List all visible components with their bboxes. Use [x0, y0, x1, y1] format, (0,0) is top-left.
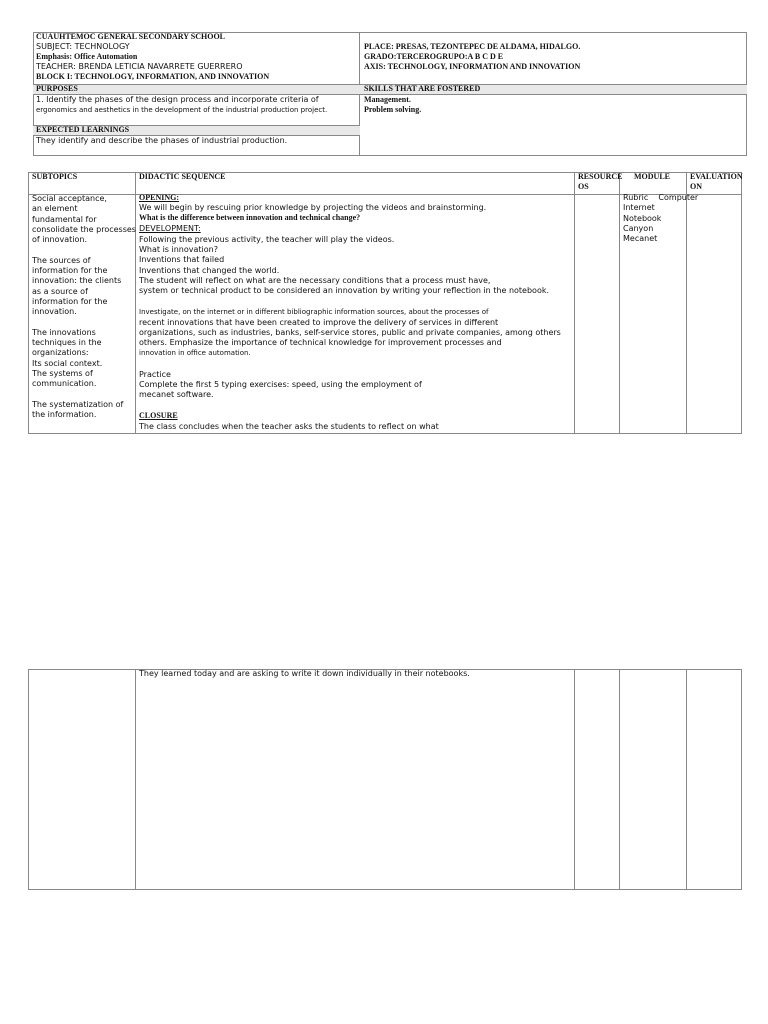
- subtopic-line: innovation.: [32, 307, 77, 317]
- module-item: Rubric Computer: [623, 193, 699, 202]
- development-line: Inventions that changed the world.: [139, 266, 280, 275]
- subtopic-line: the information.: [32, 410, 97, 420]
- development-line: The student will reflect on what are the necessary conditions that a process must have,: [139, 276, 491, 285]
- header-evaluation-2: ON: [690, 182, 702, 191]
- opening-line: We will begin by rescuing prior knowledge by projecting the videos and brainstorming.: [139, 203, 487, 212]
- investigate-line: Investigate, on the internet or in different bibliographic information sources, about the processes of: [139, 308, 489, 316]
- subtopic-line: communication.: [32, 379, 97, 389]
- development-heading: DEVELOPMENT:: [139, 224, 201, 233]
- subtopic-line: techniques in the: [32, 338, 102, 348]
- investigate-line: others. Emphasize the importance of technical knowledge for improvement processes and: [139, 338, 502, 347]
- investigate-line: organizations, such as industries, banks, self-service stores, public and private companies, among others: [139, 328, 561, 337]
- subtopic-line: Social acceptance,: [32, 194, 107, 203]
- development-line: What is innovation?: [139, 245, 218, 254]
- development-line: system or technical product to be considered an innovation by writing your reflection in the notebook.: [139, 286, 550, 295]
- opening-question: What is the difference between innovation and technical change?: [139, 213, 361, 222]
- subtopic-line: of innovation.: [32, 235, 88, 245]
- subtopic-line: Its social context.: [32, 358, 103, 368]
- purposes-line-2: ergonomics and aesthetics in the development of the industrial production project.: [36, 106, 328, 114]
- practice-line: mecanet software.: [139, 390, 214, 399]
- opening-heading: OPENING:: [139, 193, 179, 202]
- subtopics-column: [32, 194, 136, 421]
- module-item: Internet: [623, 203, 655, 213]
- skills-title: SKILLS THAT ARE FOSTERED: [364, 84, 481, 93]
- teacher-line: TEACHER: BRENDA LETICIA NAVARRETE GUERRERO: [36, 62, 243, 71]
- subtopic-line: [32, 318, 136, 328]
- header-resources-1: RESOURCE: [578, 172, 623, 181]
- cont-divider-3: [619, 669, 620, 890]
- subject-line: SUBJECT: TECHNOLOGY: [36, 42, 130, 51]
- subtopic-line: information for the: [32, 296, 108, 306]
- subtopic-line: organizations:: [32, 348, 89, 358]
- practice-line: Practice: [139, 370, 171, 379]
- header-resources-2: OS: [578, 182, 589, 191]
- closure-line: The class concludes when the teacher asks the students to reflect on what: [139, 422, 439, 431]
- subtopic-line: information for the: [32, 266, 108, 276]
- col-divider-2: [574, 172, 575, 434]
- cont-divider-4: [686, 669, 687, 890]
- skill-item-management: Management.: [364, 95, 411, 104]
- school-name: CUAUHTEMOC GENERAL SECONDARY SCHOOL: [36, 32, 225, 41]
- purposes-title: PURPOSES: [36, 84, 78, 93]
- subtopic-line: [32, 245, 136, 255]
- col-divider-3: [619, 172, 620, 434]
- subtopic-line: innovation: the clients: [32, 276, 122, 286]
- skill-item-problem-solving: Problem solving.: [364, 105, 422, 114]
- investigate-line: innovation in office automation.: [139, 349, 251, 357]
- practice-line: Complete the first 5 typing exercises: speed, using the employment of: [139, 380, 422, 389]
- learnings-title: EXPECTED LEARNINGS: [36, 125, 130, 134]
- subtopic-line: [32, 390, 136, 400]
- grado-line: GRADO:TERCEROGRUPO:A B C D E: [364, 52, 504, 61]
- module-item: Canyon: [623, 223, 654, 233]
- cont-divider-2: [574, 669, 575, 890]
- emphasis-line: Emphasis: Office Automation: [36, 52, 138, 61]
- subtopic-line: as a source of: [32, 286, 88, 296]
- closure-heading: CLOSURE: [139, 411, 178, 420]
- purposes-line-1: 1. Identify the phases of the design process and incorporate criteria of: [36, 95, 319, 104]
- place-line: PLACE: PRESAS, TEZONTEPEC DE ALDAMA, HIDALGO.: [364, 42, 581, 51]
- subtopic-line: an element: [32, 204, 78, 214]
- development-line: Following the previous activity, the teacher will play the videos.: [139, 235, 395, 244]
- subtopic-line: The systematization of: [32, 399, 124, 409]
- header-subtopics: SUBTOPICS: [32, 172, 78, 181]
- learnings-text: They identify and describe the phases of industrial production.: [36, 136, 288, 145]
- header-evaluation-1: EVALUATION: [690, 172, 743, 181]
- continuation-line: They learned today and are asking to write it down individually in their notebooks.: [139, 669, 470, 678]
- block-line: BLOCK I: TECHNOLOGY, INFORMATION, AND INNOVATION: [36, 72, 270, 81]
- subtopic-line: fundamental for: [32, 214, 97, 224]
- module-column: [623, 193, 698, 244]
- investigate-line: recent innovations that have been created to improve the delivery of services in different: [139, 318, 499, 327]
- header-module: MODULE: [634, 172, 670, 181]
- module-item: Mecanet: [623, 234, 658, 244]
- subtopic-line: consolidate the processes: [32, 224, 136, 234]
- subtopic-line: The sources of: [32, 255, 91, 265]
- development-line: Inventions that failed: [139, 255, 225, 264]
- subtopic-line: The systems of: [32, 369, 93, 379]
- axis-line: AXIS: TECHNOLOGY, INFORMATION AND INNOVATION: [364, 62, 581, 71]
- header-sequence: DIDACTIC SEQUENCE: [139, 172, 226, 181]
- subtopic-line: The innovations: [32, 327, 96, 337]
- module-item: Notebook: [623, 213, 662, 223]
- cont-divider-1: [135, 669, 136, 890]
